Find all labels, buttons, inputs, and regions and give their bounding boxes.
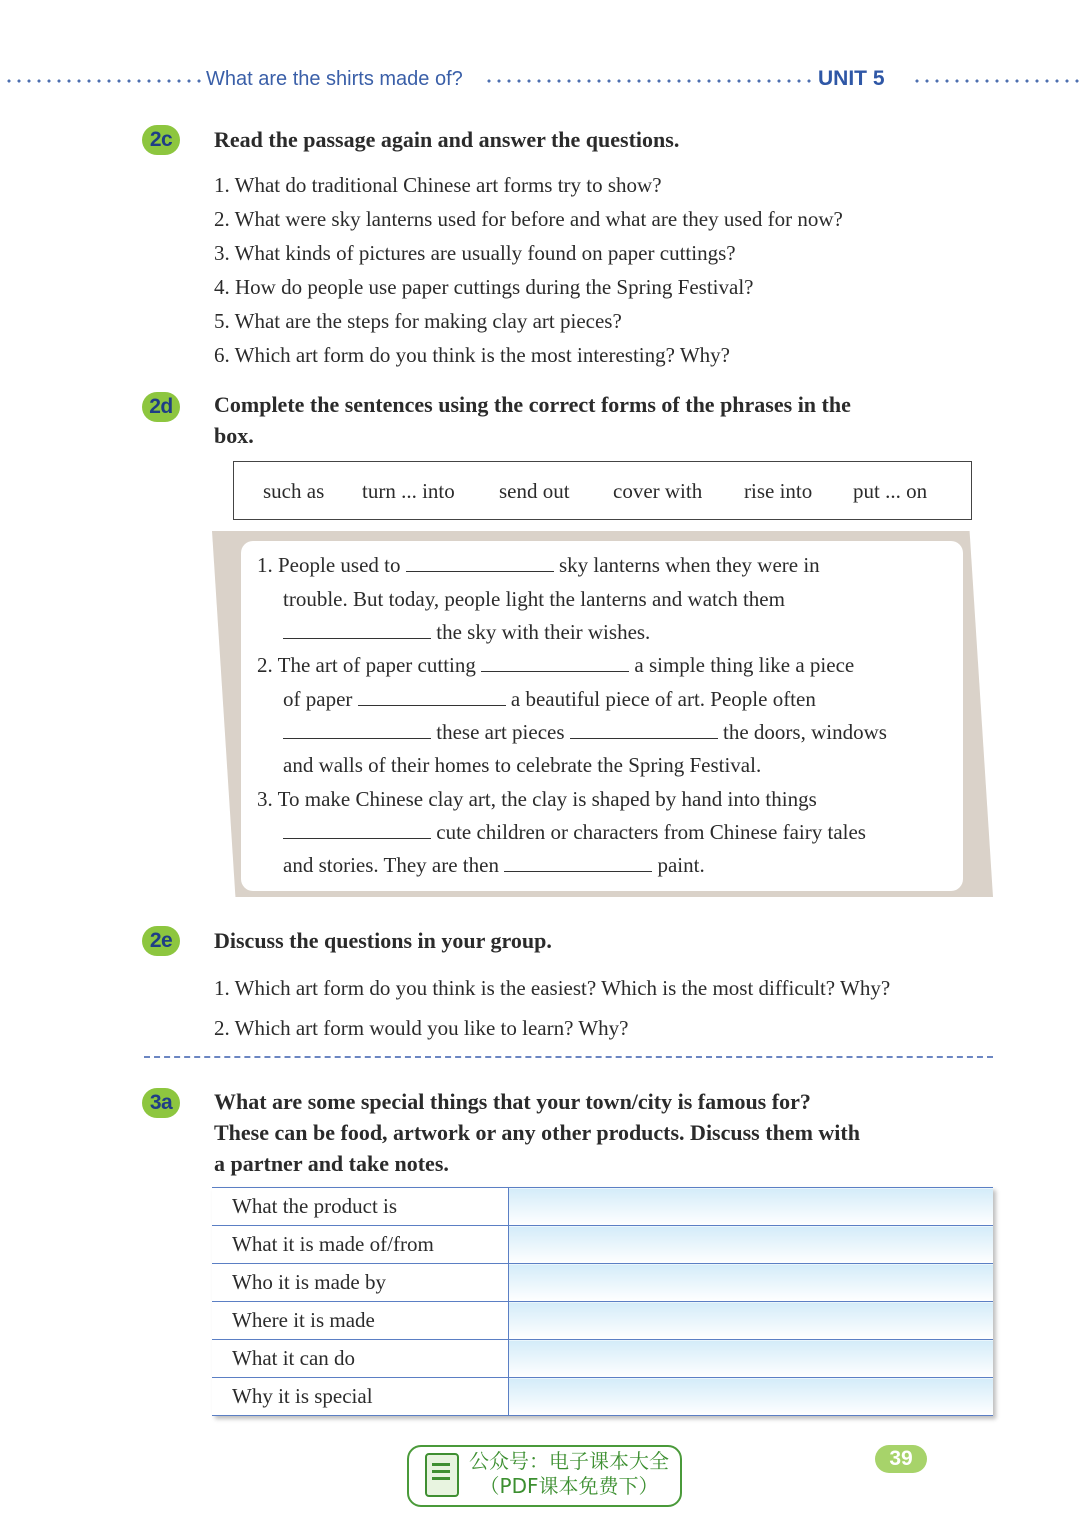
sentence-line: and walls of their homes to celebrate the Spring Festival. bbox=[283, 753, 762, 777]
question-item: 4. How do people use paper cuttings during the Spring Festival? bbox=[214, 275, 754, 299]
heading-line: Complete the sentences using the correct forms of the phrases in the bbox=[214, 392, 851, 417]
sentence-line bbox=[283, 717, 887, 747]
row-label: What the product is bbox=[212, 1188, 509, 1226]
stamp-line: （PDF课本免费下） bbox=[479, 1474, 659, 1498]
answer-blank[interactable] bbox=[283, 620, 431, 639]
stamp-text bbox=[469, 1449, 669, 1499]
book-icon bbox=[425, 1453, 459, 1497]
question-item: 1. What do traditional Chinese art forms try to show? bbox=[214, 173, 662, 197]
table-row bbox=[212, 1264, 993, 1302]
section-badge-2c: 2c bbox=[142, 125, 180, 155]
running-header bbox=[0, 66, 1087, 96]
table-row bbox=[212, 1188, 993, 1226]
note-cell[interactable] bbox=[509, 1378, 994, 1416]
answer-blank[interactable] bbox=[283, 720, 431, 739]
notes-table bbox=[212, 1187, 993, 1416]
answer-blank[interactable] bbox=[283, 820, 431, 839]
note-cell[interactable] bbox=[509, 1188, 994, 1226]
sentence-text: these art pieces bbox=[436, 720, 565, 744]
section-2c-questions bbox=[214, 168, 843, 372]
note-cell[interactable] bbox=[509, 1340, 994, 1378]
table-row bbox=[212, 1378, 993, 1416]
question-item: 5. What are the steps for making clay art pieces? bbox=[214, 309, 622, 333]
section-badge-2d: 2d bbox=[142, 392, 180, 422]
row-label: Why it is special bbox=[212, 1378, 509, 1416]
section-2c-heading: Read the passage again and answer the questions. bbox=[214, 127, 680, 152]
sentence-line bbox=[257, 650, 854, 680]
section-2d-heading bbox=[214, 389, 851, 451]
sentence-text: of paper bbox=[283, 687, 353, 711]
row-label: What it is made of/from bbox=[212, 1226, 509, 1264]
question-item: 2. What were sky lanterns used for before and what are they used for now? bbox=[214, 207, 843, 231]
section-2e-heading: Discuss the questions in your group. bbox=[214, 928, 552, 953]
sentence-panel bbox=[241, 541, 963, 891]
sentence-line bbox=[283, 617, 650, 647]
note-cell[interactable] bbox=[509, 1302, 994, 1340]
phrase-item: send out bbox=[499, 479, 570, 503]
answer-blank[interactable] bbox=[570, 720, 718, 739]
sentence-text: cute children or characters from Chinese fairy tales bbox=[436, 820, 866, 844]
section-3a-heading bbox=[214, 1086, 860, 1179]
question-item: 3. What kinds of pictures are usually found on paper cuttings? bbox=[214, 241, 736, 265]
sentence-text: a beautiful piece of art. People often bbox=[510, 687, 816, 711]
table-row bbox=[212, 1340, 993, 1378]
phrase-item: cover with bbox=[613, 479, 703, 503]
sentence-text: 2. The art of paper cutting bbox=[257, 653, 476, 677]
sentence-text: a simple thing like a piece bbox=[634, 653, 855, 677]
heading-line: a partner and take notes. bbox=[214, 1151, 449, 1176]
row-label: Who it is made by bbox=[212, 1264, 509, 1302]
sentence-text: paint. bbox=[657, 853, 705, 877]
answer-blank[interactable] bbox=[358, 687, 506, 706]
phrase-box bbox=[233, 461, 972, 520]
sentence-text: and stories. They are then bbox=[283, 853, 499, 877]
sentence-line bbox=[283, 817, 866, 847]
phrase-item: put ... on bbox=[853, 479, 928, 503]
row-label: Where it is made bbox=[212, 1302, 509, 1340]
row-label: What it can do bbox=[212, 1340, 509, 1378]
page-number: 39 bbox=[875, 1445, 927, 1473]
stamp-line: 公众号：电子课本大全 bbox=[469, 1449, 669, 1473]
sentence-line bbox=[257, 550, 820, 580]
heading-line: What are some special things that your town/city is famous for? bbox=[214, 1089, 811, 1114]
phrase-item: turn ... into bbox=[362, 479, 455, 503]
phrase-item: such as bbox=[263, 479, 325, 503]
watermark-stamp bbox=[407, 1445, 682, 1507]
question-item: 6. Which art form do you think is the most interesting? Why? bbox=[214, 343, 730, 367]
question-item: 2. Which art form would you like to learn? Why? bbox=[214, 1016, 629, 1040]
unit-label: UNIT 5 bbox=[818, 67, 885, 90]
phrase-item: rise into bbox=[744, 479, 813, 503]
sentence-text: sky lanterns when they were in bbox=[558, 553, 820, 577]
header-title: What are the shirts made of? bbox=[206, 68, 463, 90]
sentence-line: trouble. But today, people light the lanterns and watch them bbox=[283, 587, 785, 611]
note-cell[interactable] bbox=[509, 1226, 994, 1264]
section-badge-3a: 3a bbox=[142, 1088, 180, 1118]
section-badge-2e: 2e bbox=[142, 926, 180, 956]
sentence-line bbox=[283, 850, 705, 880]
table-row bbox=[212, 1302, 993, 1340]
section-2e-questions bbox=[214, 968, 890, 1048]
heading-line: These can be food, artwork or any other products. Discuss them with bbox=[214, 1120, 860, 1145]
sentence-line bbox=[283, 684, 816, 714]
answer-blank[interactable] bbox=[406, 553, 554, 572]
header-dots-left bbox=[4, 79, 204, 83]
sentence-line: 3. To make Chinese clay art, the clay is shaped by hand into things bbox=[257, 787, 817, 811]
sentence-text: 1. People used to bbox=[257, 553, 401, 577]
sentence-text: the sky with their wishes. bbox=[436, 620, 651, 644]
sentence-text: the doors, windows bbox=[723, 720, 887, 744]
answer-blank[interactable] bbox=[481, 653, 629, 672]
header-dots-middle bbox=[484, 79, 812, 83]
answer-blank[interactable] bbox=[504, 853, 652, 872]
header-dots-right bbox=[912, 79, 1084, 83]
question-item: 1. Which art form do you think is the easiest? Which is the most difficult? Why? bbox=[214, 976, 891, 1000]
note-cell[interactable] bbox=[509, 1264, 994, 1302]
heading-line: box. bbox=[214, 423, 254, 448]
section-divider bbox=[144, 1056, 993, 1058]
table-row bbox=[212, 1226, 993, 1264]
